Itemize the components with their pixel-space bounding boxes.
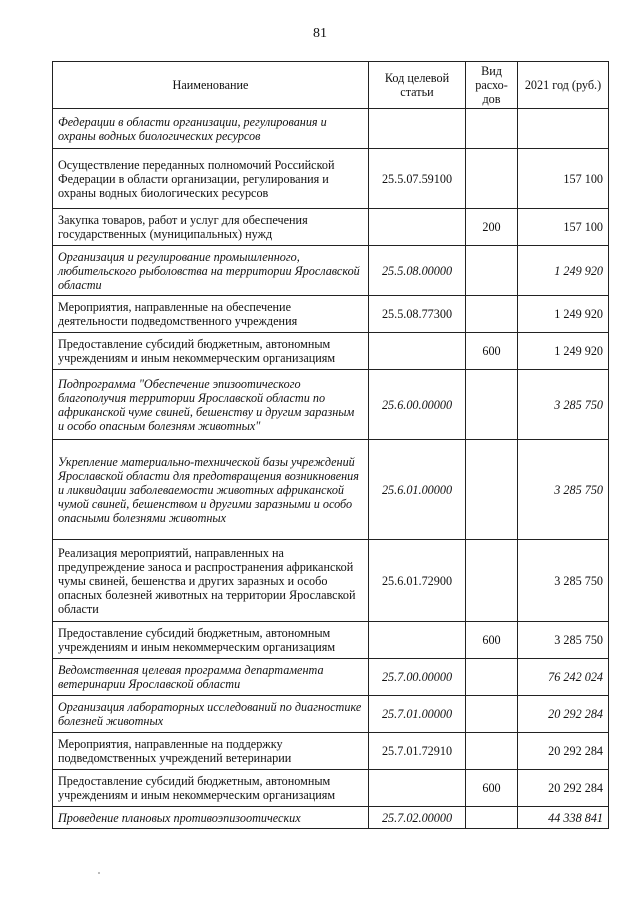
table-row	[53, 209, 609, 246]
row-type-cell	[466, 109, 518, 149]
row-type-cell	[466, 149, 518, 209]
table-row	[53, 333, 609, 370]
table-row	[53, 770, 609, 807]
row-code-cell: 25.5.08.00000	[369, 246, 466, 296]
row-name-cell: Закупка товаров, работ и услуг для обеспечения государственных (муниципальных) нужд	[53, 209, 369, 246]
row-type-cell	[466, 807, 518, 829]
row-name-cell: Предоставление субсидий бюджетным, автономным учреждениям и иным некоммерческим организациям	[53, 333, 369, 370]
row-code-cell	[369, 770, 466, 807]
row-amount-cell: 157 100	[518, 149, 609, 209]
table-row	[53, 246, 609, 296]
header-code: Код целевой статьи	[369, 62, 466, 109]
table-row	[53, 370, 609, 440]
row-amount-cell	[518, 109, 609, 149]
row-amount-cell: 76 242 024	[518, 659, 609, 696]
row-code-cell: 25.7.01.72910	[369, 733, 466, 770]
table-row	[53, 109, 609, 149]
row-code-cell: 25.5.08.77300	[369, 296, 466, 333]
row-type-cell	[466, 296, 518, 333]
row-amount-cell: 1 249 920	[518, 296, 609, 333]
table-row	[53, 659, 609, 696]
row-name-cell: Предоставление субсидий бюджетным, автономным учреждениям и иным некоммерческим организациям	[53, 622, 369, 659]
page-number: 81	[313, 26, 327, 41]
row-name-cell: Укрепление материально-технической базы учреждений Ярославской области для предотвращения возникновения и ликвидации заболеваемости животных африканской чумой свиней, бешенством и другими заразными и особо опасными болезнями животных	[53, 440, 369, 540]
row-amount-cell: 20 292 284	[518, 733, 609, 770]
table-row	[53, 696, 609, 733]
row-code-cell	[369, 622, 466, 659]
row-amount-cell: 3 285 750	[518, 622, 609, 659]
row-amount-cell: 157 100	[518, 209, 609, 246]
row-amount-cell: 20 292 284	[518, 696, 609, 733]
row-type-cell	[466, 246, 518, 296]
row-type-cell: 200	[466, 209, 518, 246]
row-name-cell: Реализация мероприятий, направленных на предупреждение заноса и распространения африканской чумы свиней, бешенства и других заразных и особо опасных болезней животных на территории Ярославской области	[53, 540, 369, 622]
row-code-cell: 25.7.02.00000	[369, 807, 466, 829]
row-name-cell: Мероприятия, направленные на обеспечение деятельности подведомственного учреждения	[53, 296, 369, 333]
header-amount: 2021 год (руб.)	[518, 62, 609, 109]
row-name-cell: Мероприятия, направленные на поддержку подведомственных учреждений ветеринарии	[53, 733, 369, 770]
row-name-cell: Организация и регулирование промышленного, любительского рыболовства на территории Ярославской области	[53, 246, 369, 296]
row-name-cell: Подпрограмма "Обеспечение эпизоотического благополучия территории Ярославской области по африканской чуме свиней, бешенству и другим заразным и особо опасным болезням животных"	[53, 370, 369, 440]
row-name-cell: Осуществление переданных полномочий Российской Федерации в области организации, регулирования и охраны водных биологических ресурсов	[53, 149, 369, 209]
row-code-cell	[369, 109, 466, 149]
row-name-cell: Ведомственная целевая программа департамента ветеринарии Ярославской области	[53, 659, 369, 696]
row-amount-cell: 3 285 750	[518, 540, 609, 622]
table-row	[53, 149, 609, 209]
row-type-cell	[466, 540, 518, 622]
row-amount-cell: 1 249 920	[518, 333, 609, 370]
row-amount-cell: 44 338 841	[518, 807, 609, 829]
row-code-cell: 25.7.00.00000	[369, 659, 466, 696]
row-amount-cell: 3 285 750	[518, 440, 609, 540]
row-name-cell: Федерации в области организации, регулирования и охраны водных биологических ресурсов	[53, 109, 369, 149]
row-code-cell: 25.6.01.72900	[369, 540, 466, 622]
row-type-cell	[466, 370, 518, 440]
row-type-cell	[466, 733, 518, 770]
row-code-cell	[369, 333, 466, 370]
header-name: Наименование	[53, 62, 369, 109]
table-row	[53, 540, 609, 622]
table-header-row	[53, 62, 609, 109]
row-type-cell	[466, 440, 518, 540]
row-name-cell: Предоставление субсидий бюджетным, автономным учреждениям и иным некоммерческим организациям	[53, 770, 369, 807]
table-row	[53, 807, 609, 829]
table-row	[53, 622, 609, 659]
row-code-cell: 25.5.07.59100	[369, 149, 466, 209]
row-amount-cell: 20 292 284	[518, 770, 609, 807]
row-code-cell: 25.6.01.00000	[369, 440, 466, 540]
row-code-cell: 25.7.01.00000	[369, 696, 466, 733]
row-name-cell: Проведение плановых противоэпизоотических	[53, 807, 369, 829]
table-row	[53, 296, 609, 333]
row-type-cell: 600	[466, 770, 518, 807]
row-code-cell: 25.6.00.00000	[369, 370, 466, 440]
row-amount-cell: 3 285 750	[518, 370, 609, 440]
table-row	[53, 733, 609, 770]
header-type: Вид расхо-дов	[466, 62, 518, 109]
row-code-cell	[369, 209, 466, 246]
row-type-cell	[466, 696, 518, 733]
row-type-cell	[466, 659, 518, 696]
row-amount-cell: 1 249 920	[518, 246, 609, 296]
table-row	[53, 440, 609, 540]
row-type-cell: 600	[466, 333, 518, 370]
row-type-cell: 600	[466, 622, 518, 659]
budget-table	[52, 61, 609, 829]
row-name-cell: Организация лабораторных исследований по диагностике болезней животных	[53, 696, 369, 733]
scan-speck	[98, 872, 100, 874]
